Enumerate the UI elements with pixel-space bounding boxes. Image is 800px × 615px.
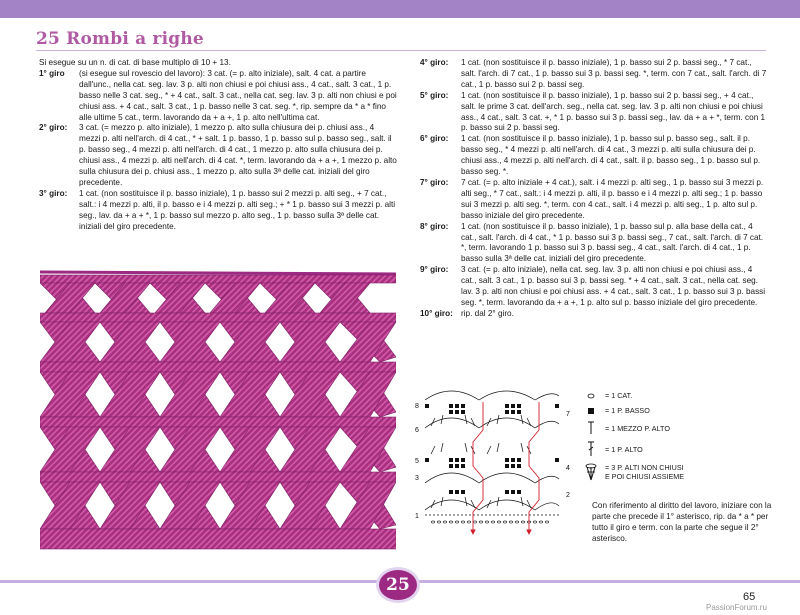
round-label: 8° giro: xyxy=(420,221,449,231)
round-9 xyxy=(420,265,768,309)
round-text: 3 cat. (= p. alto iniziale), nella cat. seg. lav. 3 p. alti non chiusi e poi chiusi ass., 4 cat., salt. 3 cat., 1 p. basso sui 3 p. bassi seg. * + 4 cat., salt. 3 cat., nella cat. seg. lav. 3 p. alti non chiusi e poi chiusi ass. + 4 cat., salt. 3 cat., 1 p. basso sui 3 p. bassi seg. *, term. lavorando da + a +, 1 p. alto sul p. basso iniziale del giro precedente. xyxy=(461,265,766,307)
round-text: 1 cat. (non sostituisce il p. basso iniziale), 1 p. basso sui 2 p. bassi seg., * 7 cat., salt. l'arch. di 7 cat., 1 p. basso sui 3 p. bassi seg. *, term. con 7 cat., salt. l'arch. di 7 cat., 1 p. basso sui 2 p. bassi seg. xyxy=(461,58,767,89)
round-10 xyxy=(420,309,768,320)
round-5 xyxy=(420,91,768,135)
page-number: 65 xyxy=(743,591,756,603)
round-text: rip. dal 2° giro. xyxy=(461,308,514,318)
round-text: 1 cat. (non sostituisce il p. basso iniziale), 1 p. basso sui 2 p. bassi seg., + 4 cat., salt. le prime 3 cat. dell'arch. seg., nella cat. seg. lav. 3 p. alti non chiusi e poi chiusi ass., 4 cat., salt. 3 cat. +, * 1 p. basso sui 3 p. bassi seg., lav. da + a + *, term. con 1 p. basso sui 2 p. bassi seg. xyxy=(461,90,766,133)
intro-line: Si esegue su un n. di cat. di base multiplo di 10 + 13. xyxy=(39,58,231,67)
round-label: 10° giro: xyxy=(420,308,453,318)
round-text: (si esegue sul rovescio del lavoro): 3 cat. (= p. alto iniziale), salt. 4 cat. a partire dall'unc., nella cat. seg. lav. 3 p. alti non chiusi e poi chiusi ass., 4 cat., salt. 3 cat., 1 p. basso nelle 3 cat. seg., * + 4 cat., salt. 3 cat., nella cat. seg. lav. 3 p. alti non chiusi e poi chiusi ass. + 4 cat., salt. 3 cat., 1 p. basso nelle 3 cat. seg. *, rip. sempre da * a * fino alle ultime 5 cat., term. lavorando da + a +, 1 p. alto nell'ultima cat. xyxy=(79,68,397,122)
round-2 xyxy=(39,123,397,188)
chart-row-8: 8 xyxy=(415,403,419,410)
title-divider xyxy=(36,50,766,51)
round-7 xyxy=(420,178,768,222)
round-text: 7 cat. (= p. alto iniziale + 4 cat.), salt. i 4 mezzi p. alti seg., 1 p. basso sui 3 mezzi p. alti seg., * 7 cat., salt.: i 4 mezzi p. alti, il p. basso e i 4 mezzi p. alti seg.; 1 p. basso sui 3 mezzi p. alti seg. *, term. con 4 cat., salt. i 4 mezzi p. alti seg., 1 p. alto sul p. basso iniziale del giro precedente. xyxy=(461,177,764,220)
crochet-swatch-photo xyxy=(40,267,396,551)
legend-label: = 3 P. ALTI NON CHIUSI E POI CHIUSI ASSIEME xyxy=(605,463,685,481)
repeat-note: Con riferimento al diritto del lavoro, iniziare con la parte che precede il 1° asterisco, rip. da * a * per tutto il giro e term. con la parte che segue il 2° asterisco. xyxy=(592,501,772,543)
round-6 xyxy=(420,134,768,178)
pattern-title: 25 Rombi a righe xyxy=(36,29,204,49)
round-text: 1 cat. (non sostituisce il p. basso iniziale), 1 p. basso sui 2 mezzi p. alti seg., + 7 cat., salt.: i 4 mezzi p. alti, il p. basso e i 4 mezzi p. alti seg.; + * 1 p. basso sui 3 mezzi p. alti seg., lav. da + a + *, 1 p. basso sul mezzo p. alto seg., 1 p. basso sulla 3ª delle cat. iniziali del giro precedente. xyxy=(79,188,396,231)
stitch-diagram xyxy=(411,382,581,540)
legend-label: = 1 CAT. xyxy=(605,391,633,400)
chart-row-5: 5 xyxy=(415,458,419,465)
chart-row-4: 4 xyxy=(566,465,570,472)
round-3 xyxy=(39,189,397,233)
legend-item xyxy=(583,418,773,438)
legend-label: = 1 P. BASSO xyxy=(605,406,650,415)
single-crochet-square-icon xyxy=(583,407,599,415)
round-label: 3° giro: xyxy=(39,188,68,198)
legend-label: = 1 MEZZO P. ALTO xyxy=(605,423,670,433)
round-label: 9° giro: xyxy=(420,265,449,275)
legend-item xyxy=(583,438,773,460)
three-dc-cluster-icon xyxy=(583,463,599,481)
pattern-number-badge xyxy=(376,567,420,603)
badge-number: 25 xyxy=(386,575,410,595)
double-crochet-icon xyxy=(583,441,599,457)
chain-oval-icon xyxy=(583,393,599,399)
chart-row-7: 7 xyxy=(566,411,570,418)
round-label: 2° giro: xyxy=(39,123,68,133)
chart-row-2: 2 xyxy=(566,492,570,499)
round-text: 1 cat. (non sostituisce il p. basso iniziale), 1 p. basso sul p. basso seg., salt. il p. basso seg., * 4 mezzi p. alti nell'arch. di 4 cat., 3 mezzi p. alti sulla chiusura dei p. chiusi ass., 4 mezzi p. alti nell'arch. di 4 cat., salt. il p. basso seg., 1 p. basso sul p. basso seg. *. xyxy=(461,134,761,177)
chart-legend xyxy=(583,388,773,484)
round-label: 4° giro: xyxy=(420,58,449,67)
right-instructions xyxy=(420,58,768,320)
legend-item xyxy=(583,403,773,418)
round-1 xyxy=(39,69,397,124)
watermark: PassionForum.ru xyxy=(706,603,767,612)
chart-row-6: 6 xyxy=(415,427,419,434)
top-color-band xyxy=(0,0,800,18)
legend-item xyxy=(583,388,773,403)
half-double-crochet-icon xyxy=(583,421,599,435)
legend-item xyxy=(583,460,773,484)
round-label: 7° giro: xyxy=(420,177,449,187)
round-label: 6° giro: xyxy=(420,134,449,144)
round-text: 1 cat. (non sostituisce il p. basso iniziale), 1 p. basso sul p. alla base della cat., 4 cat., salt. l'arch. di 4 cat., * 1 p. basso sui 3 p. bassi seg., 7 cat., salt. l'arch. di 7 cat. *, term. lavorando 1 p. basso sui 3 p. bassi seg., 4 cat., salt. l'arch. di 4 cat., 1 p. basso sulla 3ª delle cat. iniziali del giro precedente. xyxy=(461,221,764,264)
round-8 xyxy=(420,222,768,266)
round-label: 5° giro: xyxy=(420,90,449,100)
round-label: 1° giro xyxy=(39,68,65,78)
round-4 xyxy=(420,58,768,91)
chart-row-3: 3 xyxy=(415,475,419,482)
left-instructions xyxy=(39,58,397,233)
round-text: 3 cat. (= mezzo p. alto iniziale), 1 mezzo p. alto sulla chiusura dei p. chiusi ass., 4 mezzi p. alti nell'arch. di 4 cat., * + salt. 1 p. basso, 1 p. basso sul p. basso seg., salt. il p. basso seg., 4 mezzi p. alti nell'arch. di 4 cat., 1 mezzo p. alto sulla chiusura dei p. chiusi ass., 4 mezzi p. alti nell'arch. di 4 cat. *, term. lavorando da + a +, 1 mezzo p. alto sulla chiusura dei p. chiusi ass., 1 mezzo p. alto sulla 3ª delle cat. iniziali del giro precedente. xyxy=(79,123,397,187)
chart-row-1: 1 xyxy=(415,513,419,520)
legend-label: = 1 P. ALTO xyxy=(605,444,643,454)
